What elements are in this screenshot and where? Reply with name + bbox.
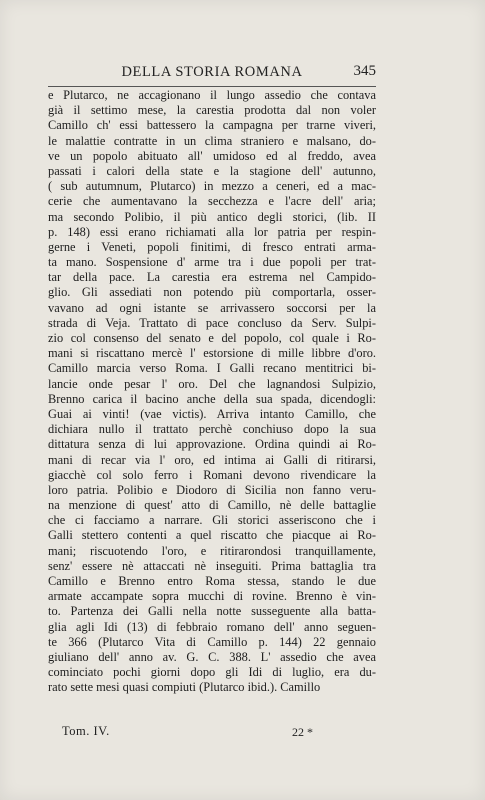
text-line: rato sette mesi quasi compiuti (Plutarco ibid.). Camillo	[48, 680, 321, 695]
text-line: le malattie contratte in un clima straniero e malsano, do-	[48, 133, 376, 148]
text-line: cerie che aumentavano la secchezza e l'acre dell' aria;	[48, 194, 376, 209]
text-line: lancie onde pesar l' oro. Del che lagnandosi Sulpizio,	[48, 376, 376, 391]
text-line: già il settimo mese, la carestia prodotta dal non voler	[48, 103, 376, 118]
text-line: ta mano. Sospensione d' arme tra i due popoli per trat-	[48, 255, 376, 270]
text-line: ( sub autumnum, Plutarco) in mezzo a ceneri, ed a mac-	[48, 179, 376, 194]
text-line: strada di Veja. Trattato di pace concluso da Serv. Sulpi-	[48, 315, 376, 330]
running-title: DELLA STORIA ROMANA	[121, 64, 303, 80]
text-line: to. Partenza dei Galli nella notte susseguente alla batta-	[48, 604, 376, 619]
text-line: cominciato pochi giorni dopo gli Idi di luglio, era du-	[48, 665, 376, 680]
text-line: glio. Gli assediati non potendo più comportarla, osser-	[48, 285, 376, 300]
body-text	[48, 88, 376, 696]
text-line: senz' essere nè attaccati nè inseguiti. Prima battaglia tra	[48, 558, 376, 573]
text-line: zio col consenso del senato e del popolo, col quale i Ro-	[48, 331, 376, 345]
text-line: armate accampate sopra mucchi di rovine. Brenno è vin-	[48, 589, 376, 604]
text-line: te 366 (Plutarco Vita di Camillo p. 144) 22 gennaio	[48, 634, 376, 649]
text-line: vavano ad ogni istante se arrivassero soccorsi per la	[48, 300, 376, 315]
text-line: Camillo ch' essi battessero la campagna per trarne viveri,	[48, 118, 376, 133]
text-line: loro patria. Polibio e Diodoro di Sicilia non fanno veru-	[48, 482, 376, 497]
text-line: che ci facciamo a narrare. Gli storici asseriscono che i	[48, 513, 376, 528]
text-line: glia agli Idi (13) di febbraio romano dell' anno seguen-	[48, 619, 376, 634]
text-line: ve un popolo abituato all' umidoso ed al freddo, avea	[48, 148, 376, 163]
text-line: mani; riscuotendo l'oro, e ritirarondosi tranquillamente,	[48, 543, 376, 558]
volume-label: Tom. IV.	[62, 724, 110, 738]
text-line: Brenno carica il bacino anche della sua spada, dicendogli:	[48, 391, 376, 406]
text-line: tar della pace. La carestia era estrema nel Campido-	[48, 270, 376, 285]
text-line: ma secondo Polibio, il più antico degli storici, (lib. II	[48, 209, 376, 224]
text-line: gerne i Veneti, popoli finitimi, di fresco entrati arma-	[48, 239, 376, 254]
text-line: Camillo e Brenno entro Roma stessa, stando le due	[48, 574, 376, 588]
text-line: mani di recar via l' oro, ed intima ai Galli di ritirarsi,	[48, 452, 376, 467]
text-line: Guai ai vinti! (vae victis). Arriva intanto Camillo, che	[48, 406, 376, 421]
page-number: 345	[353, 63, 376, 79]
text-line: Galli stettero contenti a quel riscatto che piacque ai Ro-	[48, 528, 376, 543]
page-header	[48, 62, 376, 86]
text-line: dittatura senza di lui approvazione. Ordina quindi ai Ro-	[48, 437, 376, 452]
signature-mark: 22 *	[292, 725, 313, 739]
text-line: p. 148) essi erano richiamati alla lor patria per respin-	[48, 224, 376, 239]
text-line: Camillo marcia verso Roma. I Galli recano mentitrici bi-	[48, 361, 376, 376]
text-line: dichiara nullo il trattato perchè conchiuso dopo la sua	[48, 422, 376, 437]
text-line: mani si riscattano mercè l' estorsione di mille libbre d'oro.	[48, 346, 376, 361]
text-line: passati i calori della state e la stagione dell' autunno,	[48, 163, 376, 178]
page-footer	[62, 724, 376, 742]
text-line: na menzione di quest' atto di Camillo, nè delle battaglie	[48, 498, 376, 513]
text-line: giuliano dell' anno av. G. C. 388. L' assedio che avea	[48, 649, 376, 664]
text-line: e Plutarco, ne accagionano il lungo assedio che contava	[48, 88, 376, 102]
header-rule	[48, 86, 376, 87]
text-line: giacchè col solo ferro i Romani devono rivendicare la	[48, 467, 376, 482]
